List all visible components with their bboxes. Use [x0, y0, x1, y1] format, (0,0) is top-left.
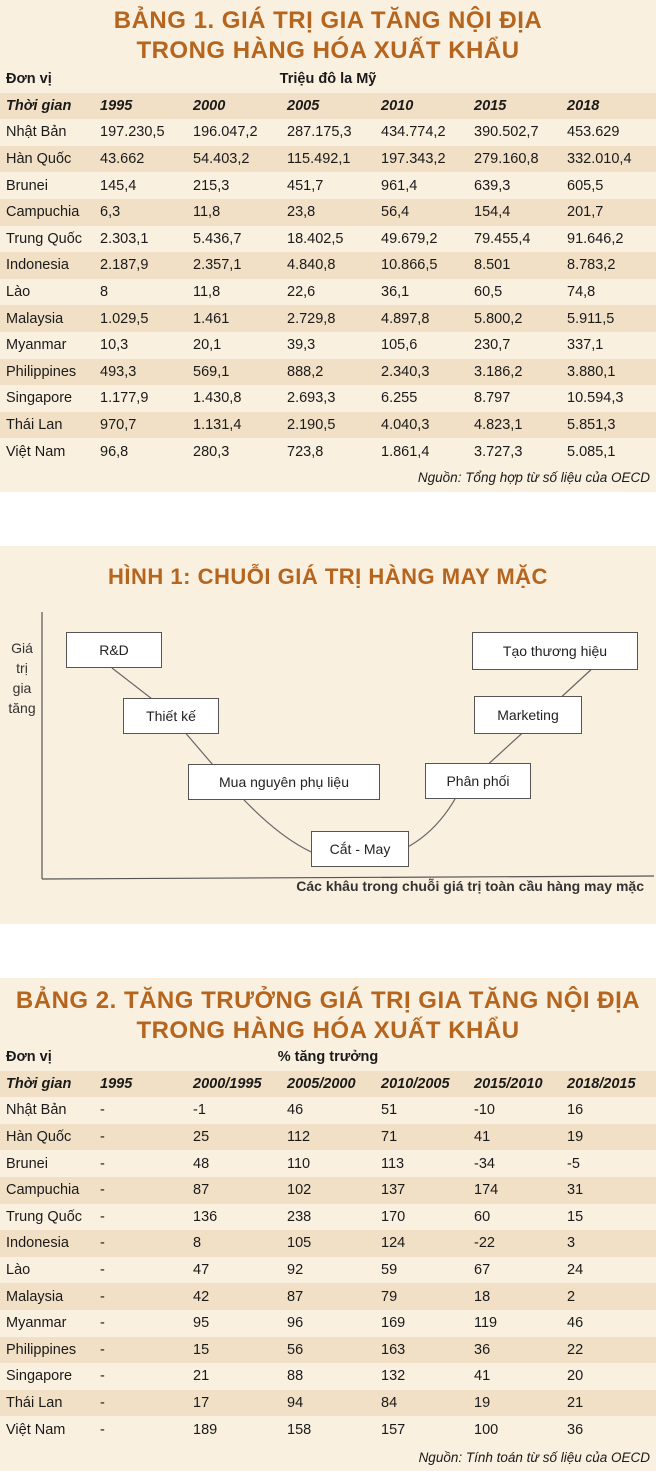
value-cell: 174: [474, 1182, 499, 1199]
table-row: [0, 146, 656, 173]
column-header: 2010/2005: [381, 1075, 450, 1092]
value-cell: -: [100, 1315, 105, 1332]
column-header: 2005: [287, 97, 320, 114]
value-cell: 5.851,3: [567, 417, 616, 434]
column-header: 2005/2000: [287, 1075, 356, 1092]
y-label-word-4: tăng: [8, 700, 36, 716]
value-cell: -: [100, 1155, 105, 1172]
value-cell: 15: [193, 1341, 210, 1358]
value-cell: 434.774,2: [381, 124, 446, 141]
value-cell: 56,4: [381, 204, 410, 221]
value-cell: 4.840,8: [287, 257, 336, 274]
value-cell: 22: [567, 1341, 584, 1358]
value-cell: 17: [193, 1395, 210, 1412]
table-row: [0, 305, 656, 332]
value-cell: 19: [567, 1129, 584, 1146]
table1-title-line1: BẢNG 1. GIÁ TRỊ GIA TĂNG NỘI ĐỊA: [113, 7, 543, 34]
stage-marketing: Marketing: [474, 696, 582, 734]
value-cell: 42: [193, 1288, 210, 1305]
value-cell: 238: [287, 1208, 312, 1225]
unit-value: Triệu đô la Mỹ: [279, 71, 377, 88]
value-cell: 22,6: [287, 284, 316, 301]
value-cell: 8.501: [474, 257, 511, 274]
table-row: [0, 1230, 656, 1257]
country-cell: Thái Lan: [6, 1395, 63, 1412]
value-cell: 169: [381, 1315, 406, 1332]
value-cell: -: [100, 1182, 105, 1199]
table-row: [0, 359, 656, 386]
unit-row: [0, 66, 656, 93]
y-label-word-3: gia: [12, 680, 32, 696]
time-label: Thời gian: [6, 97, 72, 114]
value-cell: 54.403,2: [193, 151, 250, 168]
value-cell: -1: [193, 1102, 206, 1119]
value-cell: 36,1: [381, 284, 410, 301]
value-cell: 1.177,9: [100, 390, 149, 407]
table1-title: [0, 6, 656, 66]
value-cell: 569,1: [193, 363, 230, 380]
table-row: [0, 1204, 656, 1231]
country-cell: Indonesia: [6, 1235, 69, 1252]
value-cell: 79.455,4: [474, 230, 531, 247]
table-row: [0, 226, 656, 253]
country-cell: Brunei: [6, 177, 48, 194]
value-cell: 115.492,1: [287, 151, 351, 168]
stage-cut-sew: Cắt - May: [311, 831, 409, 867]
column-header: 2018/2015: [567, 1075, 636, 1092]
y-label-word-1: Giá: [11, 640, 33, 656]
value-cell: 19: [474, 1395, 491, 1412]
value-cell: 215,3: [193, 177, 230, 194]
table-row: [0, 279, 656, 306]
column-header: 1995: [100, 97, 133, 114]
value-cell: 3.727,3: [474, 443, 523, 460]
value-cell: 4.823,1: [474, 417, 523, 434]
value-cell: 79: [381, 1288, 398, 1305]
table2-panel: [0, 978, 656, 1471]
value-cell: 96: [287, 1315, 304, 1332]
table-row: [0, 199, 656, 226]
value-cell: 91.646,2: [567, 230, 624, 247]
value-cell: 163: [381, 1341, 406, 1358]
column-header: 2018: [567, 97, 600, 114]
value-cell: -34: [474, 1155, 495, 1172]
country-cell: Trung Quốc: [6, 230, 83, 247]
value-cell: 94: [287, 1395, 304, 1412]
value-cell: 4.040,3: [381, 417, 430, 434]
value-cell: 36: [474, 1341, 491, 1358]
value-cell: 145,4: [100, 177, 137, 194]
table-row: [0, 1310, 656, 1337]
value-cell: 96,8: [100, 443, 129, 460]
value-cell: 279.160,8: [474, 151, 539, 168]
value-cell: -5: [567, 1155, 580, 1172]
value-cell: 1.861,4: [381, 443, 430, 460]
value-cell: 48: [193, 1155, 210, 1172]
country-cell: Myanmar: [6, 337, 67, 354]
value-cell: 332.010,4: [567, 151, 632, 168]
value-cell: 639,3: [474, 177, 511, 194]
value-cell: 605,5: [567, 177, 604, 194]
value-cell: 49.679,2: [381, 230, 438, 247]
table1: [0, 66, 656, 466]
value-cell: 158: [287, 1421, 312, 1438]
value-cell: -10: [474, 1102, 495, 1119]
table-row: [0, 385, 656, 412]
value-cell: 197.343,2: [381, 151, 446, 168]
value-cell: 41: [474, 1129, 491, 1146]
value-cell: 39,3: [287, 337, 316, 354]
value-cell: 136: [193, 1208, 218, 1225]
value-cell: 56: [287, 1341, 304, 1358]
value-cell: 1.029,5: [100, 310, 149, 327]
value-cell: 137: [381, 1182, 406, 1199]
table-row: [0, 172, 656, 199]
table-row: [0, 1363, 656, 1390]
value-cell: 24: [567, 1262, 584, 1279]
value-cell: 100: [474, 1421, 499, 1438]
country-cell: Hàn Quốc: [6, 1129, 72, 1146]
value-cell: -: [100, 1395, 105, 1412]
table-row: [0, 252, 656, 279]
column-header: 2015: [474, 97, 507, 114]
value-cell: 132: [381, 1368, 406, 1385]
value-cell: 337,1: [567, 337, 604, 354]
value-cell: 493,3: [100, 363, 137, 380]
value-cell: 154,4: [474, 204, 511, 221]
table-row: [0, 1416, 656, 1443]
unit-label: Đơn vị: [6, 1049, 52, 1066]
column-header: 2010: [381, 97, 414, 114]
value-cell: -: [100, 1288, 105, 1305]
value-cell: 18.402,5: [287, 230, 344, 247]
value-cell: 6.255: [381, 390, 418, 407]
stage-sourcing: Mua nguyên phụ liệu: [188, 764, 380, 800]
value-cell: 1.131,4: [193, 417, 242, 434]
table2-title: [0, 986, 656, 1046]
table1-source: Nguồn: Tổng hợp từ số liệu của OECD: [417, 470, 650, 485]
country-cell: Brunei: [6, 1155, 48, 1172]
country-cell: Nhật Bản: [6, 1102, 67, 1119]
value-cell: 23,8: [287, 204, 316, 221]
value-cell: 11,8: [193, 284, 221, 301]
table-row: [0, 1283, 656, 1310]
value-cell: 196.047,2: [193, 124, 258, 141]
value-cell: 74,8: [567, 284, 596, 301]
value-cell: 1.461: [193, 310, 230, 327]
value-cell: 10.866,5: [381, 257, 438, 274]
y-label-word-2: trị: [16, 660, 28, 676]
country-cell: Philippines: [6, 1341, 77, 1358]
value-cell: 46: [287, 1102, 304, 1119]
value-cell: 961,4: [381, 177, 418, 194]
value-cell: 102: [287, 1182, 312, 1199]
value-cell: 20,1: [193, 337, 222, 354]
value-cell: 5.911,5: [567, 310, 615, 327]
x-axis-label: Các khâu trong chuỗi giá trị toàn cầu hàng may mặc: [296, 878, 644, 894]
value-cell: 3.880,1: [567, 363, 616, 380]
value-cell: 390.502,7: [474, 124, 539, 141]
value-cell: 113: [381, 1155, 405, 1172]
table-row: [0, 1150, 656, 1177]
value-cell: 60,5: [474, 284, 503, 301]
value-cell: 4.897,8: [381, 310, 430, 327]
stage-design: Thiết kế: [123, 698, 219, 734]
value-cell: -: [100, 1368, 105, 1385]
table-row: [0, 332, 656, 359]
value-cell: -: [100, 1102, 105, 1119]
value-cell: 197.230,5: [100, 124, 165, 141]
table-row: [0, 1177, 656, 1204]
y-axis-label: [4, 638, 40, 718]
value-cell: 451,7: [287, 177, 324, 194]
value-cell: 25: [193, 1129, 210, 1146]
value-cell: 201,7: [567, 204, 604, 221]
stage-distribution: Phân phối: [425, 763, 531, 799]
value-cell: 8: [100, 284, 109, 301]
value-cell: 5.436,7: [193, 230, 242, 247]
value-cell: 21: [193, 1368, 210, 1385]
value-cell: -: [100, 1262, 105, 1279]
value-cell: 71: [381, 1129, 398, 1146]
value-cell: 2.357,1: [193, 257, 242, 274]
country-cell: Singapore: [6, 1368, 73, 1385]
value-cell: 888,2: [287, 363, 324, 380]
table-row: [0, 1097, 656, 1124]
value-cell: 5.085,1: [567, 443, 616, 460]
value-cell: -: [100, 1341, 105, 1358]
table1-title-line2: TRONG HÀNG HÓA XUẤT KHẨU: [136, 37, 520, 64]
column-header: 2015/2010: [474, 1075, 543, 1092]
value-cell: 16: [567, 1102, 584, 1119]
country-cell: Myanmar: [6, 1315, 67, 1332]
table-row: [0, 119, 656, 146]
value-cell: 3.186,2: [474, 363, 523, 380]
value-cell: 87: [193, 1182, 210, 1199]
value-cell: 59: [381, 1262, 398, 1279]
value-cell: -: [100, 1129, 105, 1146]
value-cell: 170: [381, 1208, 406, 1225]
table1-panel: [0, 0, 656, 492]
unit-label: Đơn vị: [6, 71, 52, 88]
value-cell: 105,6: [381, 337, 418, 354]
table2-source: Nguồn: Tính toán từ số liệu của OECD: [418, 1450, 650, 1465]
value-cell: 6,3: [100, 204, 121, 221]
value-cell: 189: [193, 1421, 218, 1438]
country-cell: Campuchia: [6, 1182, 80, 1199]
value-cell: 36: [567, 1421, 584, 1438]
header-row: [0, 93, 656, 120]
value-cell: 84: [381, 1395, 398, 1412]
stage-branding: Tạo thương hiệu: [472, 632, 638, 670]
country-cell: Malaysia: [6, 310, 64, 327]
table2-title-line2: TRONG HÀNG HÓA XUẤT KHẨU: [136, 1017, 520, 1044]
table-row: [0, 1337, 656, 1364]
value-cell: 124: [381, 1235, 406, 1252]
value-cell: 119: [474, 1315, 498, 1332]
value-cell: 230,7: [474, 337, 511, 354]
time-label: Thời gian: [6, 1075, 72, 1092]
value-cell: 10,3: [100, 337, 129, 354]
unit-value: % tăng trưởng: [277, 1049, 379, 1066]
country-cell: Campuchia: [6, 204, 80, 221]
country-cell: Việt Nam: [6, 443, 66, 460]
value-cell: 47: [193, 1262, 210, 1279]
table-row: [0, 1257, 656, 1284]
value-cell: 112: [287, 1129, 311, 1146]
value-cell: 453.629: [567, 124, 620, 141]
value-cell: -: [100, 1208, 105, 1225]
value-cell: 2: [567, 1288, 576, 1305]
table-row: [0, 412, 656, 439]
value-cell: 67: [474, 1262, 491, 1279]
value-cell: 43.662: [100, 151, 145, 168]
figure1-diagram: [0, 546, 656, 924]
value-cell: 1.430,8: [193, 390, 242, 407]
header-row: [0, 1071, 656, 1098]
country-cell: Trung Quốc: [6, 1208, 83, 1225]
value-cell: 8: [193, 1235, 202, 1252]
country-cell: Hàn Quốc: [6, 151, 72, 168]
value-cell: 8.797: [474, 390, 511, 407]
value-cell: 88: [287, 1368, 304, 1385]
value-cell: 87: [287, 1288, 304, 1305]
value-cell: -: [100, 1235, 105, 1252]
unit-row: [0, 1044, 656, 1071]
value-cell: -: [100, 1421, 105, 1438]
figure1-title: HÌNH 1: CHUỖI GIÁ TRỊ HÀNG MAY MẶC: [108, 564, 548, 589]
country-cell: Nhật Bản: [6, 124, 67, 141]
value-cell: 21: [567, 1395, 584, 1412]
value-cell: 2.190,5: [287, 417, 336, 434]
country-cell: Philippines: [6, 363, 77, 380]
country-cell: Thái Lan: [6, 417, 63, 434]
value-cell: 92: [287, 1262, 304, 1279]
table-row: [0, 1390, 656, 1417]
country-cell: Lào: [6, 1262, 31, 1279]
country-cell: Việt Nam: [6, 1421, 66, 1438]
value-cell: 15: [567, 1208, 584, 1225]
value-cell: 287.175,3: [287, 124, 352, 141]
value-cell: 110: [287, 1155, 311, 1172]
value-cell: 2.303,1: [100, 230, 149, 247]
value-cell: 8.783,2: [567, 257, 616, 274]
country-cell: Indonesia: [6, 257, 69, 274]
value-cell: 970,7: [100, 417, 137, 434]
value-cell: 41: [474, 1368, 491, 1385]
table2: [0, 1044, 656, 1444]
value-cell: 280,3: [193, 443, 230, 460]
value-cell: 10.594,3: [567, 390, 624, 407]
country-cell: Singapore: [6, 390, 73, 407]
value-cell: 11,8: [193, 204, 221, 221]
column-header: 2000/1995: [193, 1075, 262, 1092]
table2-title-line1: BẢNG 2. TĂNG TRƯỞNG GIÁ TRỊ GIA TĂNG NỘI ĐỊA: [15, 987, 641, 1014]
value-cell: 3: [567, 1235, 576, 1252]
value-cell: 2.187,9: [100, 257, 149, 274]
column-header: 2000: [193, 97, 226, 114]
stage-rnd: R&D: [66, 632, 162, 668]
value-cell: 2.693,3: [287, 390, 336, 407]
value-cell: 20: [567, 1368, 584, 1385]
value-cell: 105: [287, 1235, 312, 1252]
value-cell: -22: [474, 1235, 495, 1252]
value-cell: 46: [567, 1315, 584, 1332]
value-cell: 5.800,2: [474, 310, 523, 327]
country-cell: Lào: [6, 284, 31, 301]
value-cell: 60: [474, 1208, 491, 1225]
value-cell: 723,8: [287, 443, 324, 460]
table-row: [0, 438, 656, 465]
value-cell: 2.729,8: [287, 310, 336, 327]
value-cell: 31: [567, 1182, 584, 1199]
value-cell: 157: [381, 1421, 406, 1438]
country-cell: Malaysia: [6, 1288, 64, 1305]
value-cell: 51: [381, 1102, 398, 1119]
value-cell: 95: [193, 1315, 210, 1332]
value-cell: 18: [474, 1288, 491, 1305]
value-cell: 2.340,3: [381, 363, 430, 380]
table-row: [0, 1124, 656, 1151]
column-header: 1995: [100, 1075, 133, 1092]
figure1-panel: [0, 546, 656, 924]
